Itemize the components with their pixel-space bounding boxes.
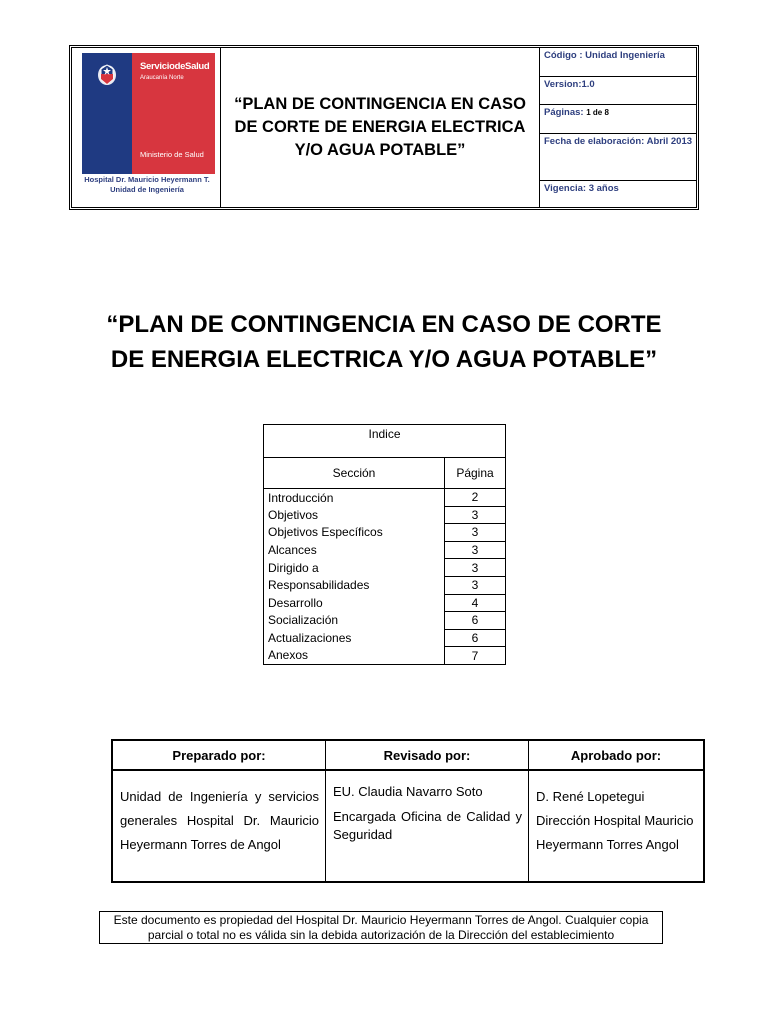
servicio-salud-logo	[82, 53, 215, 174]
index-caption: Indice	[264, 425, 506, 458]
index-section: Socialización	[264, 612, 445, 630]
reviewer-name: EU. Claudia Navarro Soto	[333, 784, 483, 799]
prepared-by-value: Unidad de Ingeniería y servicios generales Hospital Dr. Mauricio Heyermann Torres de Angol	[112, 770, 326, 882]
reviewer-role: Encargada Oficina de Calidad y Seguridad	[333, 809, 522, 842]
index-section: Dirigido a	[264, 559, 445, 577]
index-page: 2	[445, 489, 506, 507]
header-meta	[540, 48, 696, 207]
index-page: 3	[445, 506, 506, 524]
header-title-cell	[221, 48, 540, 207]
index-page: 6	[445, 629, 506, 647]
page-title: “PLAN DE CONTINGENCIA EN CASO DE CORTE DE ENERGIA ELECTRICA Y/O AGUA POTABLE”	[106, 311, 662, 373]
index-page: 3	[445, 524, 506, 542]
meta-fecha: Fecha de elaboración: Abril 2013	[540, 134, 696, 181]
index-section: Anexos	[264, 647, 445, 665]
meta-paginas-value: 1 de 8	[586, 108, 609, 117]
hospital-caption: Hospital Dr. Mauricio Heyermann T. Unidad de Ingeniería	[84, 175, 210, 194]
index-col-page: Página	[445, 458, 506, 489]
meta-paginas	[540, 105, 696, 134]
document-header	[69, 45, 699, 210]
index-page: 3	[445, 576, 506, 594]
index-page: 7	[445, 647, 506, 665]
ministry-name: Ministerio de Salud	[140, 150, 204, 159]
index-table	[263, 424, 506, 665]
index-col-section: Sección	[264, 458, 445, 489]
approved-by-label: Aprobado por:	[529, 740, 705, 770]
meta-paginas-label: Páginas:	[544, 107, 584, 118]
meta-codigo: Código : Unidad Ingeniería	[540, 48, 696, 77]
reviewed-by-label: Revisado por:	[326, 740, 529, 770]
meta-vigencia: Vigencia: 3 años	[544, 183, 619, 194]
index-page: 4	[445, 594, 506, 612]
index-page: 3	[445, 559, 506, 577]
header-title: “PLAN DE CONTINGENCIA EN CASO DE CORTE DE ENERGIA ELECTRICA Y/O AGUA POTABLE”	[234, 95, 526, 159]
index-section: Introducción	[264, 489, 445, 507]
index-section: Actualizaciones	[264, 629, 445, 647]
index-page: 3	[445, 541, 506, 559]
prepared-by-label: Preparado por:	[112, 740, 326, 770]
approved-by-value: D. René Lopetegui Dirección Hospital Mauricio Heyermann Torres Angol	[529, 770, 705, 882]
meta-version: Version:1.0	[540, 77, 696, 105]
index-section: Desarrollo	[264, 594, 445, 612]
index-section: Alcances	[264, 541, 445, 559]
org-region: Araucanía Norte	[140, 75, 184, 81]
approvals-table	[111, 739, 705, 883]
coat-of-arms-icon	[92, 59, 122, 89]
org-name: ServiciodeSalud	[140, 61, 210, 72]
ownership-notice: Este documento es propiedad del Hospital Dr. Mauricio Heyermann Torres de Angol. Cualquier copia parcial o total no es válida sin la debida autorización de la Dirección del establecimiento	[99, 911, 663, 944]
reviewed-by-cell	[326, 770, 529, 882]
index-page: 6	[445, 612, 506, 630]
logo-cell	[72, 48, 221, 207]
index-section: Objetivos Específicos	[264, 524, 445, 542]
index-section: Objetivos	[264, 506, 445, 524]
index-section: Responsabilidades	[264, 576, 445, 594]
flag-stripe	[82, 167, 215, 174]
